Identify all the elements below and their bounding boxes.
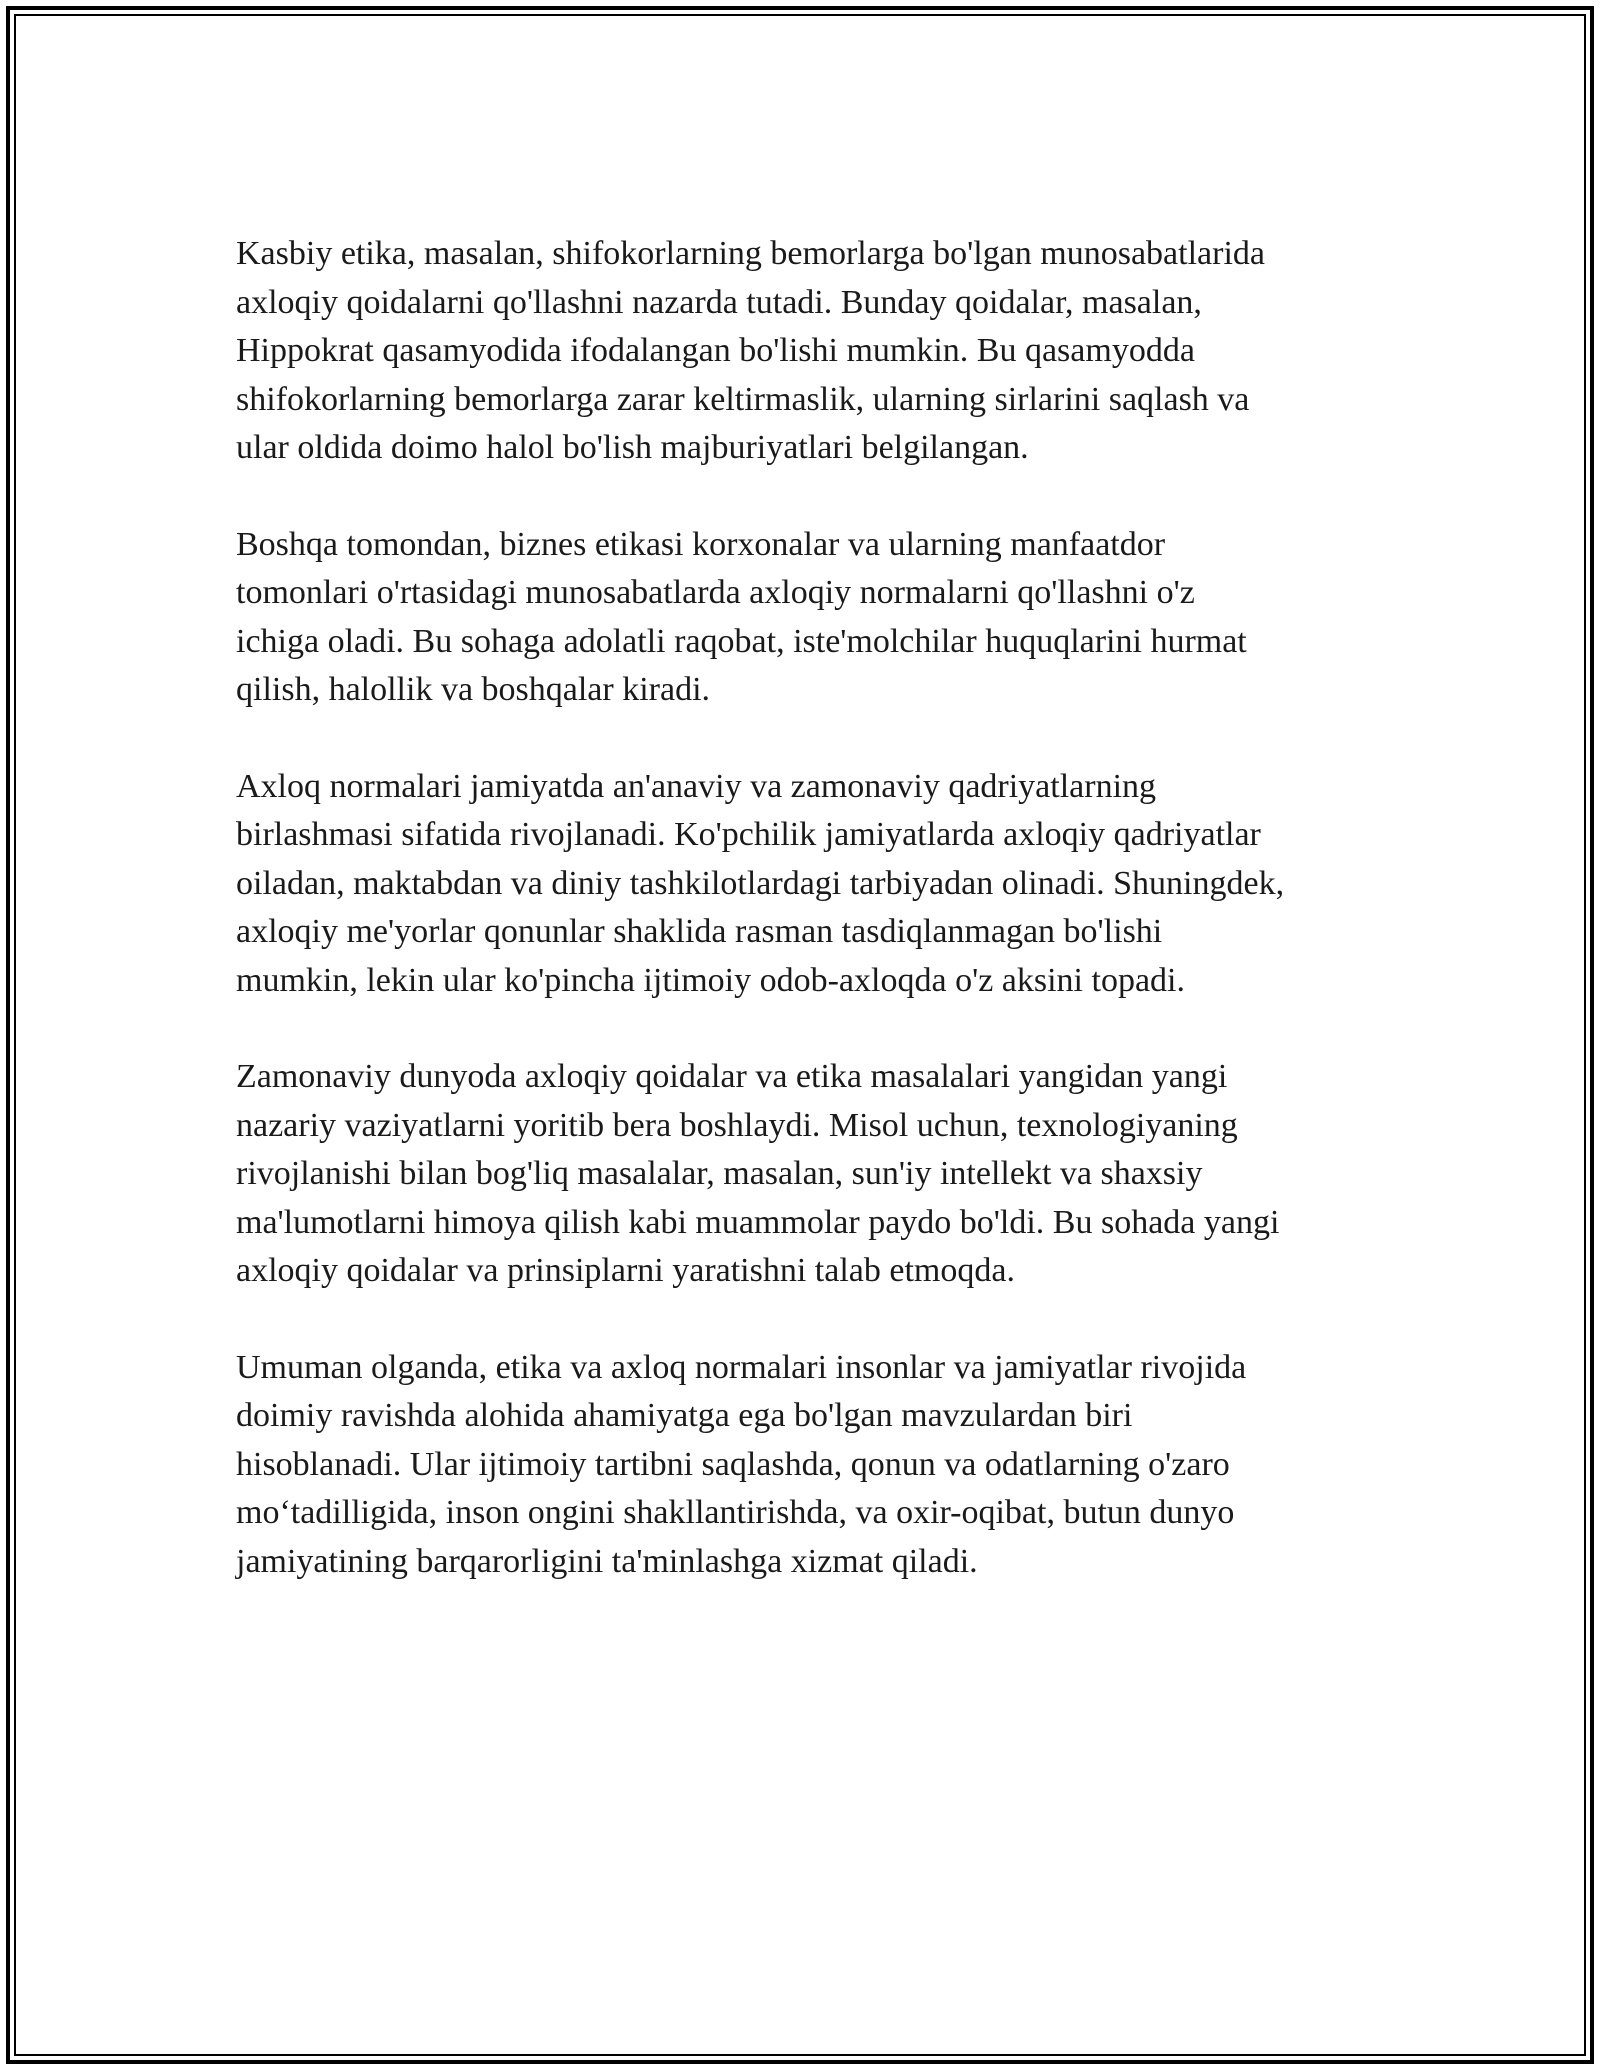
text-line: mo‘tadilligida, inson ongini shakllantirishda, va oxir-oqibat, butun dunyo (236, 1494, 1235, 1531)
text-line: axloqiy me'yorlar qonunlar shaklida rasman tasdiqlanmagan bo'lishi (236, 913, 1163, 950)
text-line: Zamonaviy dunyoda axloqiy qoidalar va etika masalalari yangidan yangi (236, 1058, 1228, 1095)
text-line: axloqiy qoidalarni qo'llashni nazarda tutadi. Bunday qoidalar, masalan, (236, 283, 1202, 321)
text-line: Axloq normalari jamiyatda an'anaviy va zamonaviy qadriyatlarning (236, 767, 1157, 805)
text-line: Umuman olganda, etika va axloq normalari insonlar va jamiyatlar rivojida (236, 1348, 1247, 1386)
paragraph-business-ethics (236, 521, 1376, 715)
text-line: Kasbiy etika, masalan, shifokorlarning bemorlarga bo'lgan munosabatlarida (236, 235, 1265, 272)
text-line: doimiy ravishda alohida ahamiyatga ega bo'lgan mavzulardan biri (236, 1397, 1133, 1434)
text-line: ichiga oladi. Bu sohaga adolatli raqobat, iste'molchilar huquqlarini hurmat (236, 622, 1247, 660)
document-body (236, 230, 1376, 1634)
paragraph-professional-ethics (236, 230, 1376, 473)
text-line: oiladan, maktabdan va diniy tashkilotlardagi tarbiyadan olinadi. Shuningdek, (236, 864, 1285, 902)
paragraph-conclusion (236, 1344, 1376, 1587)
text-line: hisoblanadi. Ular ijtimoiy tartibni saqlashda, qonun va odatlarning o'zaro (236, 1445, 1230, 1483)
text-line: axloqiy qoidalar va prinsiplarni yaratishni talab etmoqda. (236, 1252, 1015, 1289)
text-line: Hippokrat qasamyodida ifodalangan bo'lishi mumkin. Bu qasamyodda (236, 332, 1195, 369)
text-line: jamiyatining barqarorligini ta'minlashga xizmat qiladi. (236, 1542, 978, 1580)
text-line: rivojlanishi bilan bog'liq masalalar, masalan, sun'iy intellekt va shaxsiy (236, 1155, 1203, 1192)
text-line: nazariy vaziyatlarni yoritib bera boshlaydi. Misol uchun, texnologiyaning (236, 1106, 1238, 1144)
paragraph-modern-world (236, 1053, 1376, 1296)
text-line: ular oldida doimo halol bo'lish majburiyatlari belgilangan. (236, 429, 1029, 466)
text-line: shifokorlarning bemorlarga zarar keltirmaslik, ularning sirlarini saqlash va (236, 380, 1250, 418)
text-line: qilish, halollik va boshqalar kiradi. (236, 671, 711, 708)
text-line: birlashmasi sifatida rivojlanadi. Ko'pchilik jamiyatlarda axloqiy qadriyatlar (236, 816, 1261, 853)
text-line: Boshqa tomondan, biznes etikasi korxonalar va ularning manfaatdor (236, 525, 1166, 563)
text-line: tomonlari o'rtasidagi munosabatlarda axloqiy normalarni qo'llashni o'z (236, 574, 1195, 611)
text-line: mumkin, lekin ular ko'pincha ijtimoiy odob-axloqda o'z aksini topadi. (236, 961, 1185, 999)
paragraph-moral-norms (236, 763, 1376, 1006)
text-line: ma'lumotlarni himoya qilish kabi muammolar paydo bo'ldi. Bu sohada yangi (236, 1203, 1280, 1241)
